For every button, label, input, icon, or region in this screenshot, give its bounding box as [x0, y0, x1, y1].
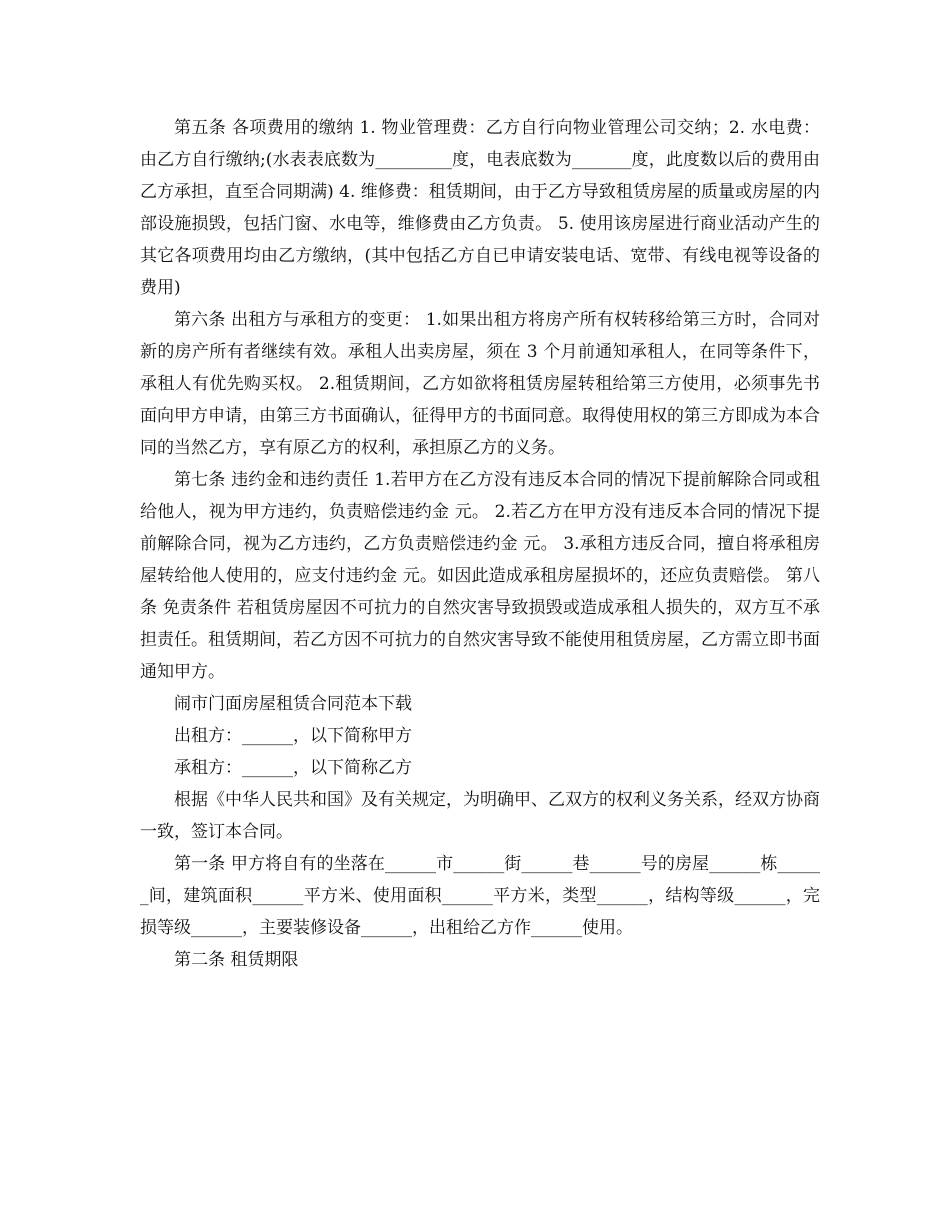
article-1-premises: 第一条 甲方将自有的坐落在______市______街______巷______号的房屋______栋______间，建筑面积______平方米、使用面积______平方米，类型______，结构等级______，完损等级______，主要装修设备______，出租给乙方作______使用。 [140, 854, 820, 938]
article-7-8-liability: 第七条 违约金和违约责任 1.若甲方在乙方没有违反本合同的情况下提前解除合同或租给他人，视为甲方违约，负责赔偿违约金 元。 2.若乙方在甲方没有违反本合同的情况下提前解除合同，视为乙方违约，乙方负责赔偿违约金 元。 3.承租方违反合同，擅自将承租房屋转给他人使用的，应支付违约金 元。如因此造成承租房屋损坏的，还应负责赔偿。 第八条 免责条件 若租赁房屋因不可抗力的自然灾害导致损毁或造成承租人损失的，双方互不承担责任。租赁期间，若乙方因不可抗力的自然灾害导致不能使用租赁房屋，乙方需立即书面通知甲方。 [140, 470, 820, 682]
lessee-line: 承租方：______，以下简称乙方 [174, 758, 412, 778]
article-5-fees: 第五条 各项费用的缴纳 1. 物业管理费：乙方自行向物业管理公司交纳；2. 水电费：由乙方自行缴纳;(水表表底数为_________度，电表底数为_______度，此度数以后的费用由乙方承担，直至合同期满) 4. 维修费：租赁期间，由于乙方导致租赁房屋的质量或房屋的内部设施损毁，包括门窗、水电等，维修费由乙方负责。 5. 使用该房屋进行商业活动产生的其它各项费用均由乙方缴纳，(其中包括乙方自已申请安装电话、宽带、有线电视等设备的费用) [140, 118, 820, 298]
preamble: 根据《中华人民共和国》及有关规定，为明确甲、乙双方的权利义务关系，经双方协商一致，签订本合同。 [140, 790, 820, 842]
article-6-changes: 第六条 出租方与承租方的变更： 1.如果出租方将房产所有权转移给第三方时，合同对新的房产所有者继续有效。承租人出卖房屋，须在 3 个月前通知承租人，在同等条件下，承租人有优先购买权。 2.租赁期间，乙方如欲将租赁房屋转租给第三方使用，必须事先书面向甲方申请，由第三方书面确认，征得甲方的书面同意。取得使用权的第三方即成为本合同的当然乙方，享有原乙方的权利，承担原乙方的义务。 [140, 310, 820, 458]
lessor-line: 出租方：______，以下简称甲方 [174, 726, 412, 746]
document-body [140, 112, 820, 976]
article-2-term: 第二条 租赁期限 [174, 950, 299, 970]
contract-title: 闹市门面房屋租赁合同范本下载 [174, 694, 412, 714]
